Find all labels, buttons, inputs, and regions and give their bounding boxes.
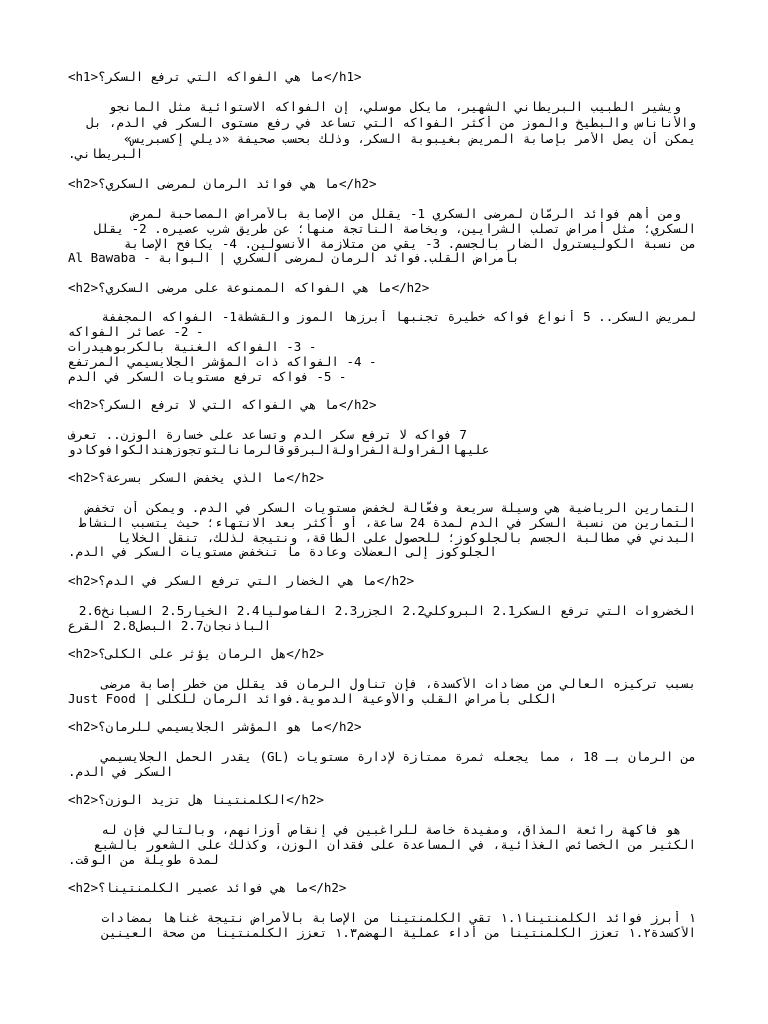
document-line: عليهاالفراولةالفراولةالبرقوقالرمانالتوتجوزهندالكوافوكادو [68,443,490,457]
document-line: الأكسدة١.٢ تعزز الكلمنتينا من أداء عملية الهضم١.٣ تعزز الكلمنتينا من صحة العينين [101,926,696,940]
document-line: هو فاكهة رائعة المذاق، ومفيدة خاصة للراغبين في إنقاص أوزانهم، وبالتالي فإن له [101,823,696,837]
document-line: البريطاني. [68,147,144,161]
document-line: التمارين من نسبة السكر في الدم لمدة 24 ساعة، أو أكثر بعد الانتهاء؛ حيث يتسبب النشاط [78,516,696,530]
document-line: <h2>ما هو المؤشر الجلايسيمي للرمان؟</h2> [68,720,362,734]
document-line: <h2>ما هي فوائد عصير الكلمنتينا؟</h2> [68,881,347,895]
document-line: ويشير الطبيب البريطاني الشهير، مايكل موسلي، إن الفواكه الاستوائية مثل المانجو [109,100,696,114]
document-line: - 5- فواكه ترفع مستويات السكر في الدم [68,370,347,384]
document-line: <h2>ما هي الفواكه الممنوعة على مرضى السكري؟</h2> [68,281,430,295]
document-line: لمدة طويلة من الوقت. [68,853,219,867]
document-line: <h2>هل الرمان يؤثر على الكلى؟</h2> [68,647,324,661]
document-line: بأمراض القلب.فوائد الرمان لمرضى السكري | البوابة - Al Bawaba [68,251,520,265]
document-line: من نسبة الكوليسترول الضار بالجسم. 3- يقي من متلازمة الأنسولين. 4- يكافح الإصابة [124,237,696,251]
document-line: - 4- الفواكه ذات المؤشر الجلايسيمي المرتفع [68,355,377,369]
document-line: يمكن أن يصل الأمر بإصابة المريض بغيبوبة السكر، وذلك بحسب صحيفة «ديلي إكسبريس» [124,132,696,146]
document-line: الكثير من الخصائص الغذائية، في المساعدة على فقدان الوزن، وكذلك على الشعور بالشبع [93,838,696,852]
document-line: بسبب تركيزه العالي من مضادات الأكسدة، فإن تناول الرمان قد يقلل من خطر إصابة مرضى [101,677,696,691]
document-line: <h2>الكلمنتينا هل تزيد الوزن؟</h2> [68,793,324,807]
document-line: والأناناس والبطيخ والموز من أكثر الفواكه التي تساعد في رفع مستوى السكر في الدم، بل [86,116,696,130]
document-line: الباذنجان2.7 البصل2.8 القرع [68,619,272,633]
document-line: الجلوكوز إلى العضلات وعادة ما تنخفض مستويات السكر في الدم. [68,545,497,559]
document-line: من الرمان بـ 18 ، مما يجعله ثمرة ممتازة لإدارة مستويات (GL) يقدر الحمل الجلايسيمي [101,750,696,764]
document-line: 7 فواكه لا ترفع سكر الدم وتساعد على خسارة الوزن.. تعرف [68,428,467,442]
document-line: ١ أبرز فوائد الكلمنتينا١.١ تقي الكلمنتينا من الإصابة بالأمراض نتيجة غناها بمضادات [101,911,696,925]
document-line: - 3- الفواكه الغنية بالكربوهيدرات [68,340,317,354]
document-line: <h2>ما هي الخضار التي ترفع السكر في الدم؟</h2> [68,574,415,588]
document-line: <h1>ما هي الفواكه التي ترفع السكر؟</h1> [68,70,362,84]
document-line: - 2- عصائر الفواكه [68,325,204,339]
document-line: البدني في مطالبة الجسم بالجلوكوز؛ للحصول على الطاقة، ونتيجة لذلك، تنقل الخلايا [116,531,696,545]
document-line: التمارين الرياضية هي وسيلة سريعة وفعّالة لخفض مستويات السكر في الدم. ويمكن أن تخفض [86,501,696,515]
document-line: لمريض السكر.. 5 أنواع فواكه خطيرة تجنبها أبرزها الموز والقشطة1- الفواكه المجففة [101,310,696,324]
document-line: <h2>ما هي فوائد الرمان لمرضى السكري؟</h2> [68,177,377,191]
document-line: السكري؛ مثل أمراض تصلب الشرايين، وبخاصة الناتجة منها؛ عن طريق شرب عصيره. 2- يقلل [93,222,696,236]
document-line: ومن أهم فوائد الرمّان لمرضى السكري 1- يقلل من الإصابة بالأمراض المصاحبة لمرض [131,207,696,221]
document-line: <h2>ما الذي يخفض السكر بسرعة؟</h2> [68,471,324,485]
document-line: الخضروات التي ترفع السكر2.1 البروكلي2.2 الجزر2.3 الفاصوليا2.4 الخيار2.5 السبانخ2.6 [78,604,696,618]
document-line: الكلى بأمراض القلب والأوعية الدموية.فوائد الرمان للكلى | Just Food [68,692,558,706]
document-line: <h2>ما هي الفواكه التي لا ترفع السكر؟</h2> [68,398,377,412]
document-line: السكر في الدم. [68,765,174,779]
